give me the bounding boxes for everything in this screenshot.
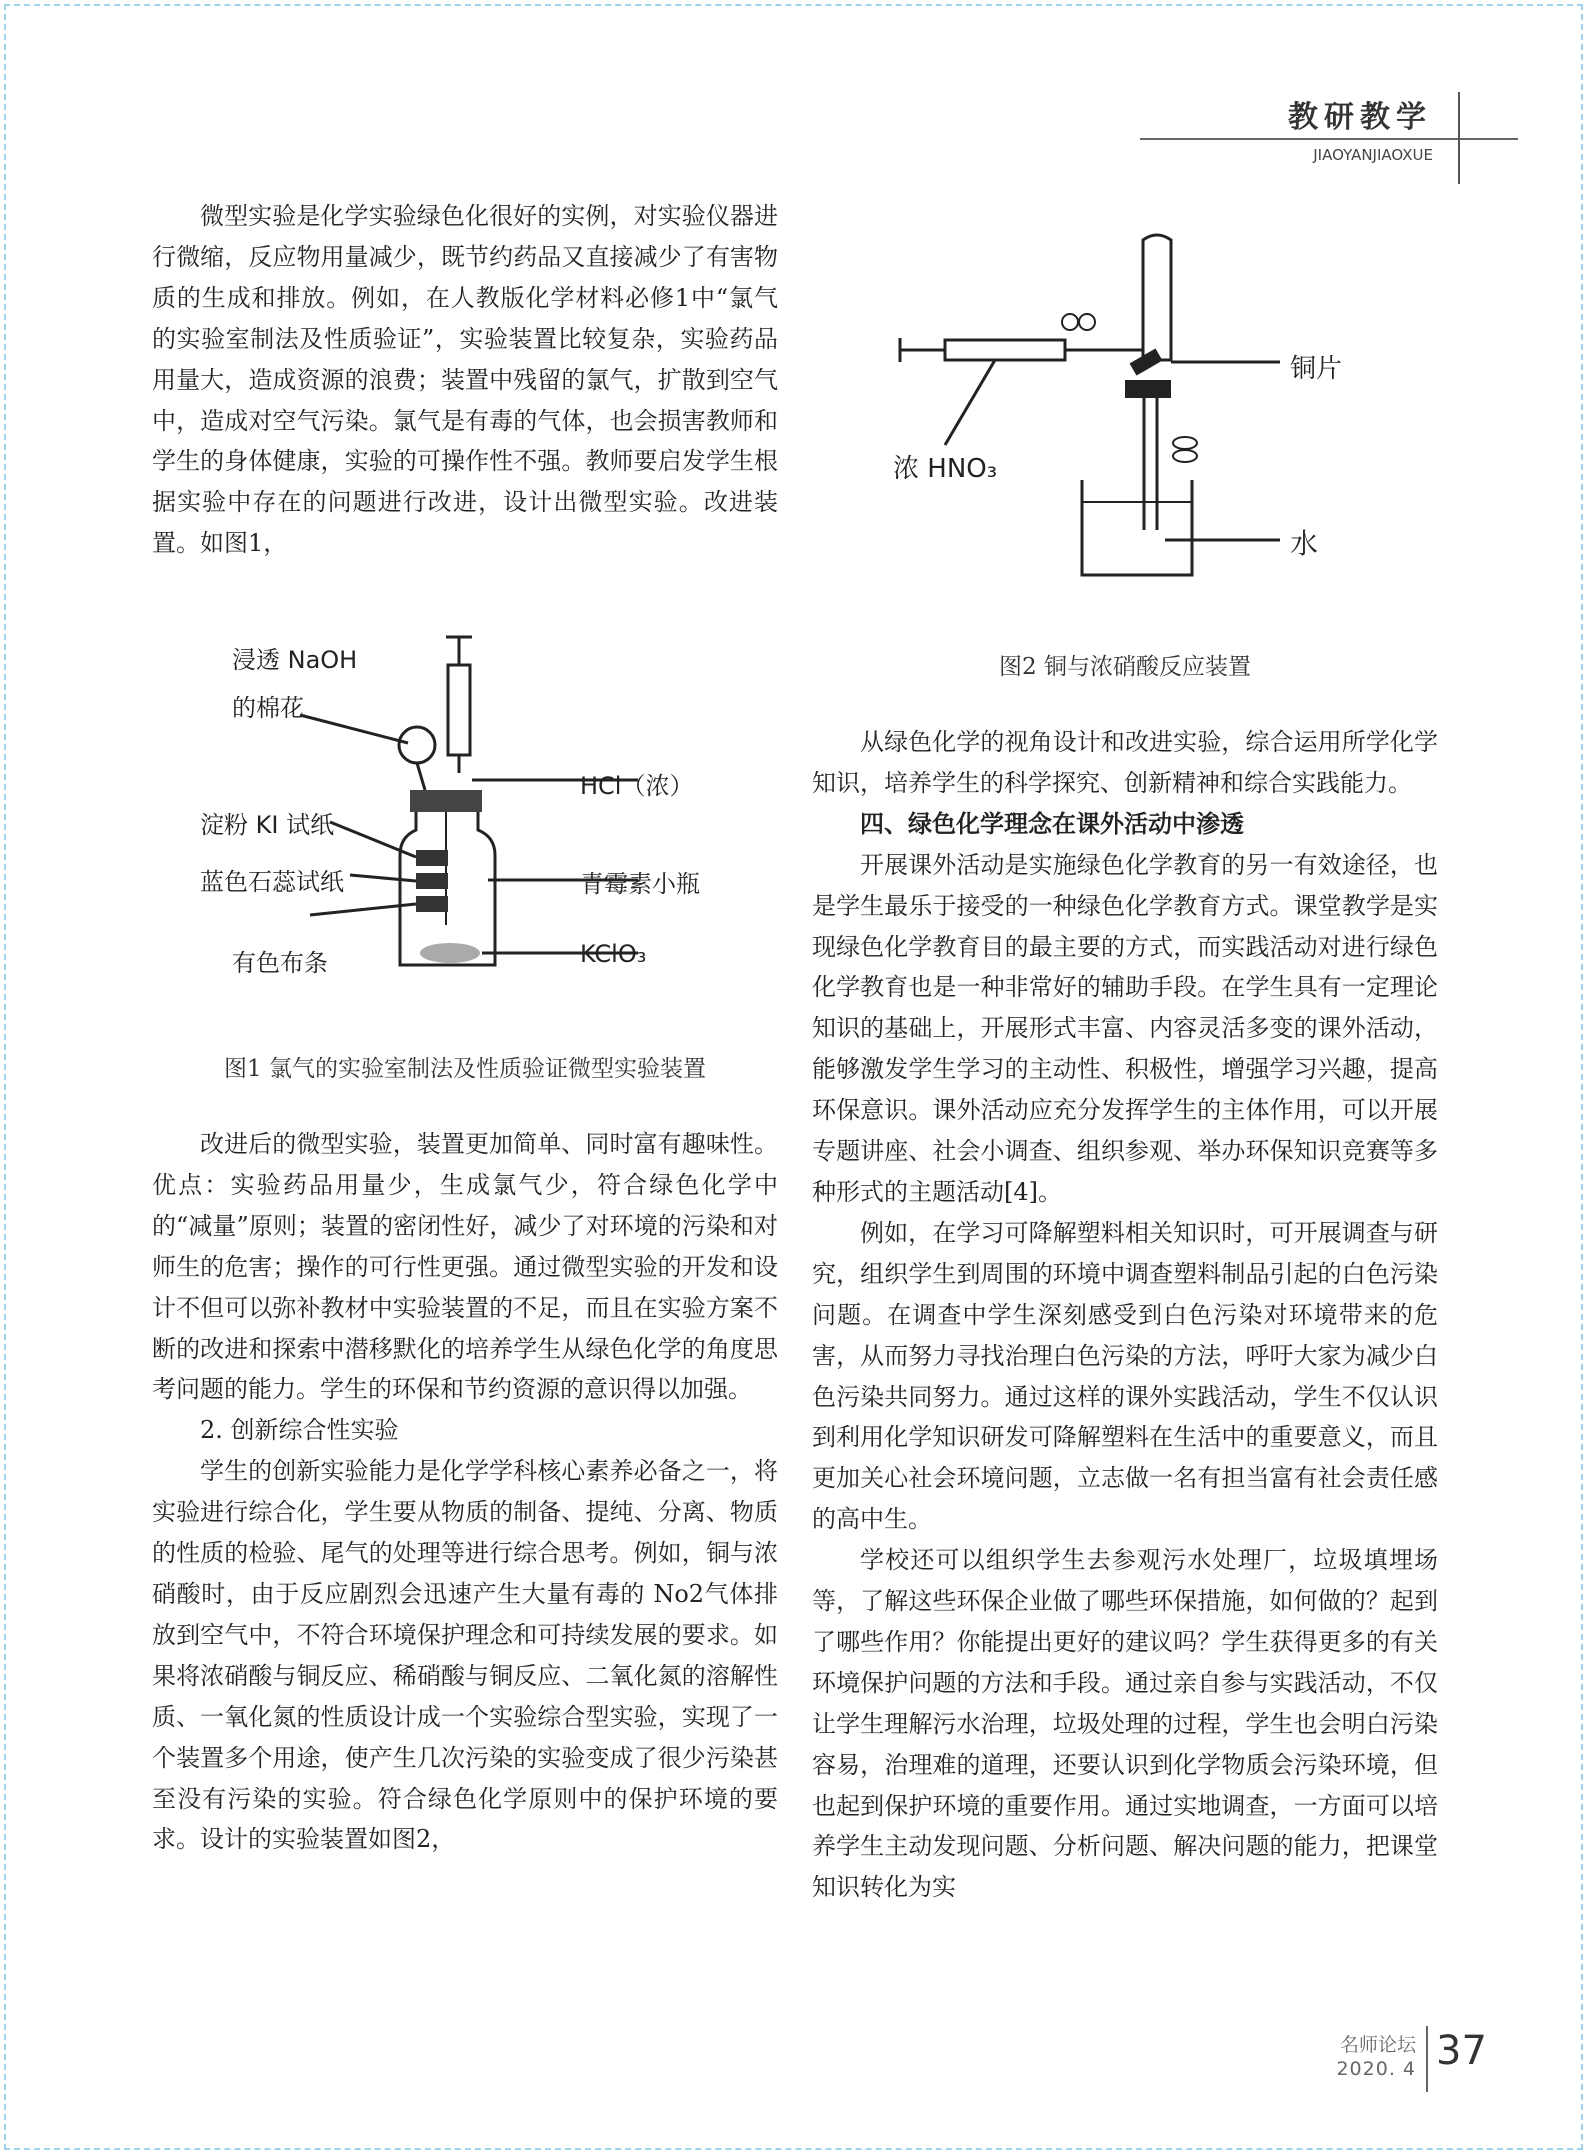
paragraph: 学生的创新实验能力是化学学科核心素养必备之一，将实验进行综合化，学生要从物质的制备、提纯、分离、物质的性质的检验、尾气的处理等进行综合思考。例如，铜与浓硝酸时，由于反应剧烈会迅速产生大量有毒的 No2气体排放到空气中，不符合环境保护理念和可持续发展的要求。如果将浓硝酸与铜反应、稀硝酸与铜反应、二氧化氮的溶解性质、一氧化氮的性质设计成一个实验综合型实验，实现了一个装置多个用途，使产生几次污染的实验变成了很少污染甚至没有污染的实验。符合绿色化学原则中的保护环境的要求。设计的实验装置如图2， [152, 1457, 778, 1854]
fig1-label-cotton-1: 浸透 NaOH [232, 646, 358, 674]
left-column-top [152, 196, 778, 564]
figure-1-caption: 图1 氯气的实验室制法及性质验证微型实验装置 [224, 1056, 706, 1082]
header-rule [1140, 138, 1518, 140]
footer-divider [1426, 2026, 1428, 2092]
fig2-label-water: 水 [1290, 527, 1319, 560]
fig1-label-hcl: HCl（浓） [580, 772, 694, 800]
paragraph: 例如，在学习可降解塑料相关知识时，可开展调查与研究，组织学生到周围的环境中调查塑料制品引起的白色污染问题。在调查中学生深刻感受到白色污染对环境带来的危害，从而努力寻找治理白色污染的方法，呼吁大家为减少白色污染共同努力。通过这样的课外实践活动，学生不仅认识到利用化学知识研发可降解塑料在生活中的重要意义，而且更加关心社会环境问题，立志做一名有担当富有社会责任感的高中生。 [812, 1218, 1438, 1534]
left-column-bottom [152, 1124, 778, 1860]
section-subtitle: JIAOYANJIAOXUE [1313, 146, 1433, 164]
fig2-label-copper: 铜片 [1290, 354, 1343, 384]
paragraph: 学校还可以组织学生去参观污水处理厂，垃圾填埋场等，了解这些环保企业做了哪些环保措施，如何做的？起到了哪些作用？你能提出更好的建议吗？学生获得更多的有关环境保护问题的方法和手段。通过亲自参与实践活动，不仅让学生理解污水治理，垃圾处理的过程，学生也会明白污染容易，治理难的道理，还要认识到化学物质会污染环境，但也起到保护环境的重要作用。通过实地调查，一方面可以培养学生主动发现问题、分析问题、解决问题的能力，把课堂知识转化为实 [812, 1546, 1438, 1902]
figure-2-caption: 图2 铜与浓硝酸反应装置 [999, 654, 1251, 680]
right-column [812, 722, 1438, 1908]
fig2-label-hno3: 浓 HNO₃ [893, 454, 998, 484]
paragraph: 改进后的微型实验，装置更加简单、同时富有趣味性。优点：实验药品用量少，生成氯气少，符合绿色化学中的“减量”原则；装置的密闭性好，减少了对环境的污染和对师生的危害；操作的可行性更强。通过微型实验的开发和设计不但可以弥补教材中实验装置的不足，而且在实验方案不断的改进和探索中潜移默化的培养学生从绿色化学的角度思考问题的能力。学生的环保和节约资源的意识得以加强。 [152, 1130, 778, 1404]
fig1-label-penicillin: 青霉素小瓶 [580, 870, 700, 898]
fig1-label-litmus: 蓝色石蕊试纸 [200, 868, 344, 896]
fig1-label-starch-ki: 淀粉 KI 试纸 [200, 811, 335, 839]
fig1-label-cloth: 有色布条 [232, 949, 328, 977]
page-number: 37 [1436, 2028, 1487, 2074]
section-heading: 四、绿色化学理念在课外活动中渗透 [860, 809, 1244, 838]
paragraph: 开展课外活动是实施绿色化学教育的另一有效途径，也是学生最乐于接受的一种绿色化学教育方式。课堂教学是实现绿色化学教育目的最主要的方式，而实践活动对进行绿色化学教育也是一种非常好的辅助手段。在学生具有一定理论知识的基础上，开展形式丰富、内容灵活多变的课外活动，能够激发学生学习的主动性、积极性，增强学习兴趣，提高环保意识。课外活动应充分发挥学生的主体作用，可以开展专题讲座、社会小调查、组织参观、举办环保知识竞赛等多种形式的主题活动[4]。 [812, 850, 1438, 1206]
fig1-label-kclo3: KClO₃ [580, 940, 647, 968]
paragraph: 微型实验是化学实验绿色化很好的实例，对实验仪器进行微缩，反应物用量减少，既节约药品又直接减少了有害物质的生成和排放。例如，在人教版化学材料必修1中“氯气的实验室制法及性质验证”，实验装置比较复杂，实验药品用量大，造成资源的浪费；装置中残留的氯气，扩散到空气中，造成对空气污染。氯气是有毒的气体，也会损害教师和学生的身体健康，实验的可操作性不强。教师要启发学生根据实验中存在的问题进行改进，设计出微型实验。改进装置。如图1， [152, 202, 778, 558]
paragraph: 从绿色化学的视角设计和改进实验，综合运用所学化学知识，培养学生的科学探究、创新精神和综合实践能力。 [812, 728, 1438, 797]
section-title: 教研教学 [1288, 100, 1432, 135]
subheading: 2. 创新综合性实验 [200, 1416, 399, 1445]
issue-date: 2020. 4 [1336, 2058, 1416, 2080]
header-divider [1458, 92, 1460, 184]
journal-name: 名师论坛 [1339, 2034, 1416, 2056]
fig1-label-cotton-2: 的棉花 [232, 694, 304, 722]
